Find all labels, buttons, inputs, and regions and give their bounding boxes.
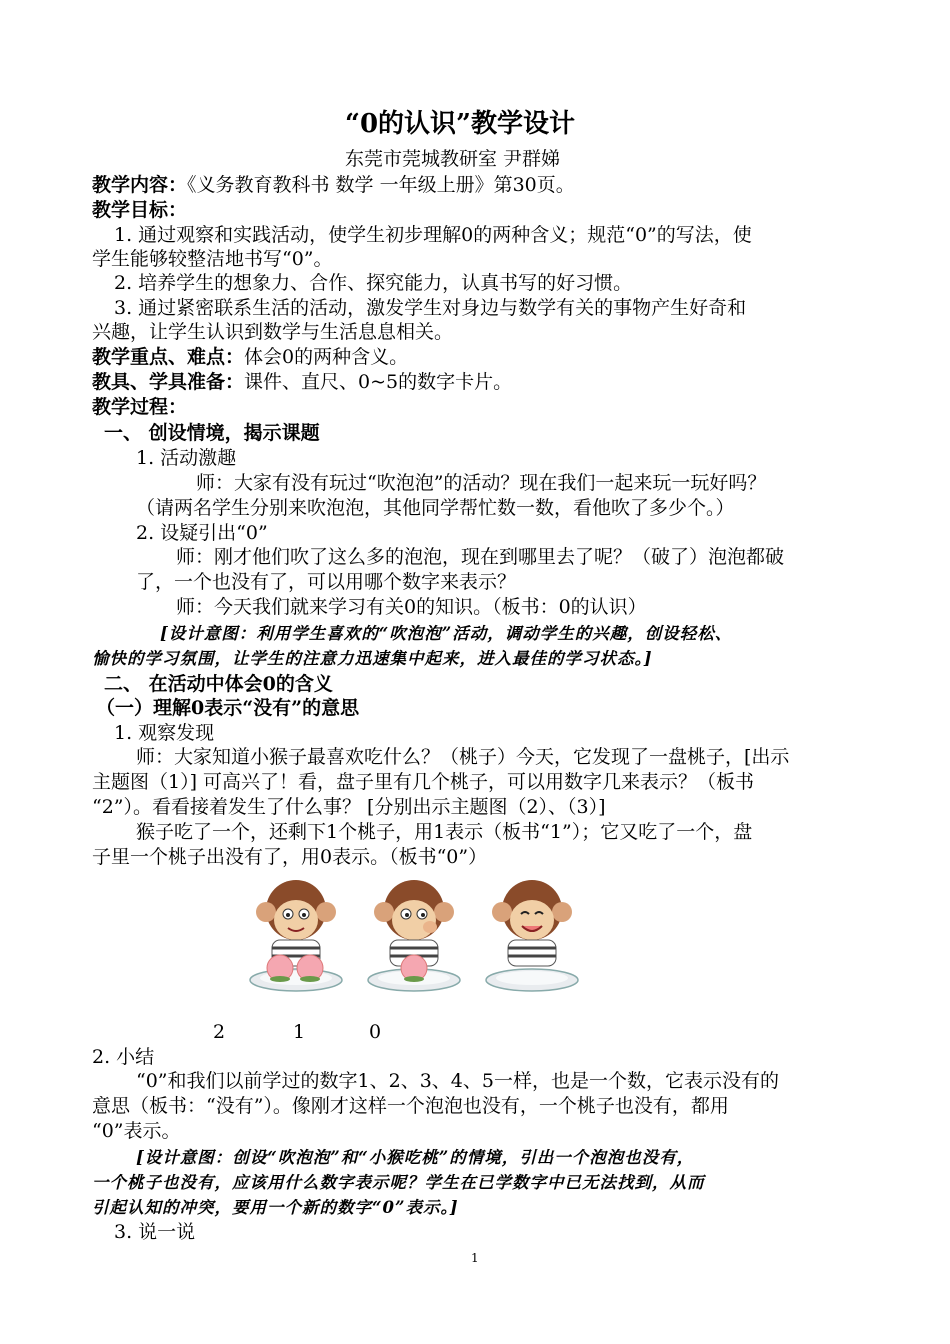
author-line: 东莞市莞城教研室 尹群娣 (345, 148, 561, 170)
goal-3-line-a: 3. 通过紧密联系生活的活动，激发学生对身边与数学有关的事物产生好奇和 (114, 297, 747, 319)
section-1-item-2-text-c: 师：今天我们就来学习有关0的知识。（板书：0的认识） (176, 596, 647, 618)
section-2-item-1-text-c: “2”）。看看接着发生了什么事？ [分别出示主题图（2）、（3）] (92, 796, 606, 818)
design-note-1-line-a: [设计意图：利用学生喜欢的“吹泡泡”活动，调动学生的兴趣，创设轻松、 (160, 624, 733, 643)
section-1-item-2: 2. 设疑引出“0” (136, 522, 268, 544)
section-2-item-2-text-c: “0”表示。 (92, 1120, 181, 1142)
section-1-item-1-text-a: 师：大家有没有玩过“吹泡泡”的活动？现在我们一起来玩一玩好吗？ (196, 472, 767, 494)
design-note-2-line-a: [设计意图：创设“吹泡泡”和“小猴吃桃”的情境，引出一个泡泡也没有， (136, 1148, 695, 1167)
monkey-3-empty-plate (486, 880, 578, 991)
figure-label-1: 1 (293, 1021, 306, 1043)
goals-label: 教学目标： (92, 199, 188, 221)
section-2-item-1: 1. 观察发现 (114, 722, 215, 744)
goal-1-line-b: 学生能够较整洁地书写“0”。 (92, 248, 333, 270)
section-2-heading: 二、 在活动中体会0的含义 (104, 673, 333, 695)
goal-2: 2. 培养学生的想象力、合作、探究能力，认真书写的好习惯。 (114, 272, 633, 294)
content-text: 《义务教育教科书 数学 一年级上册》第30页。 (187, 174, 575, 196)
design-note-2-line-c: 引起认知的冲突，要用一个新的数字“0”表示。] (92, 1198, 459, 1217)
document-title: “0的认识”教学设计 (345, 109, 576, 139)
section-2-item-1-text-e: 子里一个桃子出没有了，用0表示。（板书“0”） (92, 846, 488, 868)
section-2-item-2: 2. 小结 (92, 1046, 155, 1068)
design-note-2-line-b: 一个桃子也没有，应该用什么数字表示呢？学生在已学数字中已无法找到，从而 (92, 1173, 705, 1192)
tools-label: 教具、学具准备： (92, 371, 245, 393)
monkey-peach-illustration (236, 872, 592, 998)
figure-label-2: 2 (213, 1021, 226, 1043)
key-points-text: 体会0的两种含义。 (244, 346, 409, 368)
key-points-label: 教学重点、难点： (92, 346, 245, 368)
monkey-illustration-svg (236, 872, 592, 998)
tools-text: 课件、直尺、0~5的数字卡片。 (244, 371, 513, 393)
process-label: 教学过程： (92, 396, 188, 418)
monkey-2-with-one-peach (368, 880, 460, 991)
design-note-1-line-b: 愉快的学习氛围，让学生的注意力迅速集中起来，进入最佳的学习状态。] (92, 649, 653, 668)
goal-1-line-a: 1. 通过观察和实践活动，使学生初步理解0的两种含义；规范“0”的写法，使 (114, 224, 752, 246)
section-1-heading: 一、 创设情境，揭示课题 (104, 422, 320, 444)
content-label: 教学内容： (92, 174, 188, 196)
section-1-item-1-text-b: （请两名学生分别来吹泡泡，其他同学帮忙数一数，看他吹了多少个。） (136, 497, 735, 519)
section-1-item-1: 1. 活动激趣 (136, 447, 237, 469)
goal-3-line-b: 兴趣，让学生认识到数学与生活息息相关。 (92, 321, 454, 343)
section-2-subheading: （一）理解0表示“没有”的意思 (96, 697, 360, 719)
section-2-item-3: 3. 说一说 (114, 1221, 196, 1243)
monkey-1-with-two-peaches (250, 880, 342, 991)
content-line (92, 173, 575, 197)
section-2-item-1-text-d: 猴子吃了一个，还剩下1个桃子，用1表示（板书“1”）；它又吃了一个，盘 (136, 821, 753, 843)
page-number: 1 (471, 1251, 479, 1265)
section-2-item-1-text-a: 师：大家知道小猴子最喜欢吃什么？（桃子）今天，它发现了一盘桃子，[出示 (136, 746, 790, 768)
section-2-item-2-text-b: 意思（板书：“没有”）。像刚才这样一个泡泡也没有，一个桃子也没有，都用 (92, 1095, 729, 1117)
tools-line (92, 370, 512, 394)
section-2-item-2-text-a: “0”和我们以前学过的数字1、2、3、4、5一样，也是一个数，它表示没有的 (136, 1070, 779, 1092)
section-2-item-1-text-b: 主题图（1）] 可高兴了！看，盘子里有几个桃子，可以用数字几来表示？（板书 (92, 771, 755, 793)
key-points-line (92, 345, 408, 369)
section-1-item-2-text-b: 了，一个也没有了，可以用哪个数字来表示？ (136, 571, 517, 593)
figure-label-0: 0 (369, 1021, 382, 1043)
section-1-item-2-text-a: 师：刚才他们吹了这么多的泡泡，现在到哪里去了呢？（破了）泡泡都破 (176, 546, 785, 568)
